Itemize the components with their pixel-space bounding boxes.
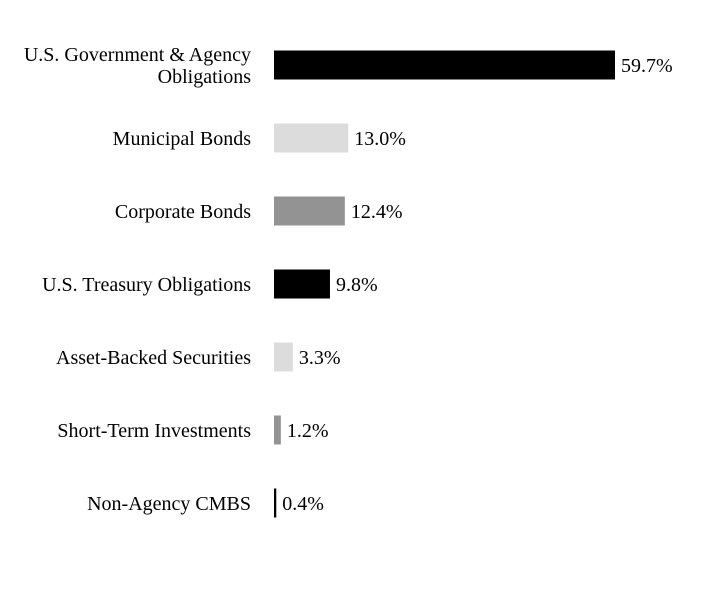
category-label: Short-Term Investments <box>57 420 251 442</box>
bar <box>274 416 281 445</box>
category-label: Asset-Backed Securities <box>56 347 251 369</box>
bar <box>274 51 615 80</box>
data-label: 3.3% <box>298 347 341 369</box>
data-label: 1.2% <box>286 420 329 442</box>
bar <box>274 489 276 518</box>
bar <box>274 197 345 226</box>
data-label: 59.7% <box>621 55 673 77</box>
category-label: Municipal Bonds <box>112 128 251 150</box>
data-label: 13.0% <box>354 128 406 150</box>
data-label: 12.4% <box>350 201 403 223</box>
category-label: Non-Agency CMBS <box>87 493 251 515</box>
category-label: U.S. Treasury Obligations <box>42 274 251 296</box>
bar <box>274 270 330 299</box>
data-label: 9.8% <box>335 274 378 296</box>
category-label: Corporate Bonds <box>114 201 251 223</box>
data-label: 0.4% <box>282 493 324 515</box>
bar <box>274 343 293 372</box>
bar <box>274 124 348 153</box>
category-label: U.S. Government & Agency <box>23 44 251 66</box>
category-label: Obligations <box>157 66 251 88</box>
